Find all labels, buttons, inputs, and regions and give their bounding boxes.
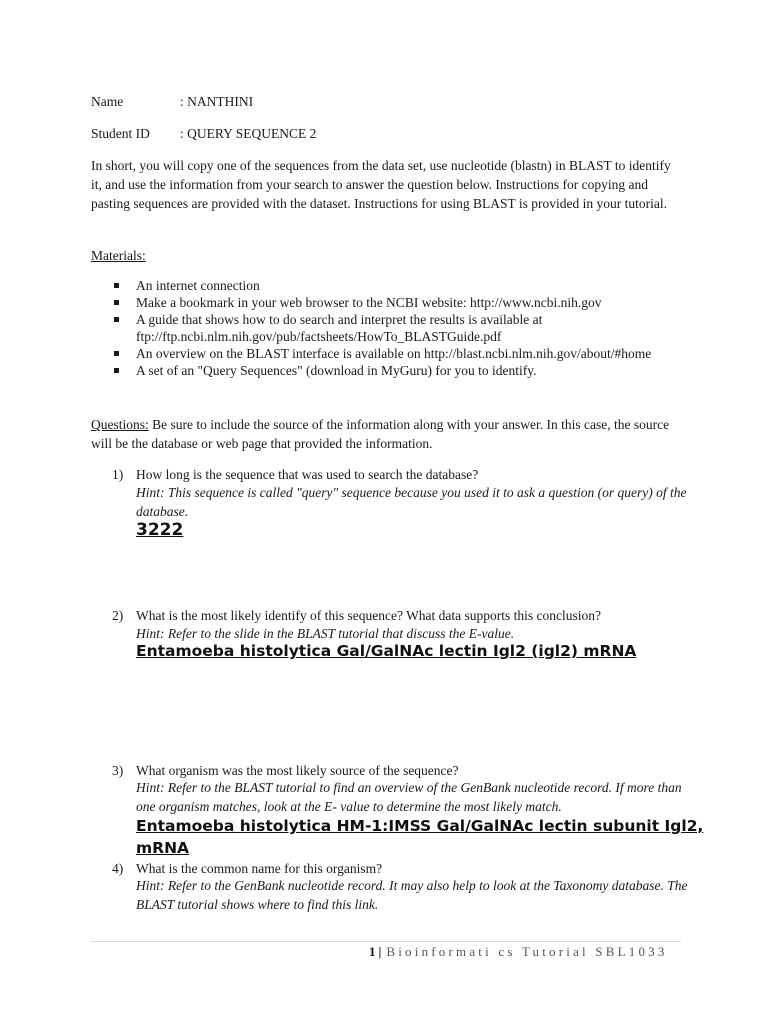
materials-item-text: An overview on the BLAST interface is available on http://blast.ncbi.nlm.nih.gov/about/#home <box>136 346 652 361</box>
materials-item-text: A guide that shows how to do search and interpret the results is available at ftp://ftp.ncbi.nlm.nih.gov/pub/factsheets/HowTo_BLASTGuide.pdf <box>136 312 543 344</box>
question-text: What is the most likely identify of this sequence? What data supports this conclusion? <box>136 608 602 623</box>
question-3-answer-line-1: Entamoeba histolytica HM-1:IMSS Gal/GalNAc lectin subunit Igl2, <box>136 817 704 835</box>
materials-item <box>112 294 672 311</box>
student-id-value: : QUERY SEQUENCE 2 <box>180 126 317 141</box>
question-4-hint: Hint: Refer to the GenBank nucleotide record. It may also help to look at the Taxonomy database. The BLAST tutorial shows where to find this link. <box>136 878 688 912</box>
materials-item <box>112 311 672 345</box>
question-3-hint: Hint: Refer to the BLAST tutorial to find an overview of the GenBank nucleotide record. If more than one organism matches, look at the E- value to determine the most likely match. <box>136 780 682 814</box>
question-text: What is the common name for this organism? <box>136 861 383 876</box>
materials-item <box>112 345 672 362</box>
question-3-answer-line-2: mRNA <box>136 839 190 857</box>
questions-intro-text: Be sure to include the source of the information along with your answer. In this case, the source will be the database or web page that provided the information. <box>91 417 670 451</box>
question-text: What organism was the most likely source of the sequence? <box>136 763 459 778</box>
question-1-answer: 3222 <box>136 520 184 540</box>
questions-intro <box>91 415 681 453</box>
question-number: 2) <box>112 608 124 623</box>
intro-paragraph: In short, you will copy one of the sequences from the data set, use nucleotide (blastn) in BLAST to identify it, and use the information from your search to answer the question below. Instructions for copying and pasting sequences are provided with the dataset. Instructions for using BLAST is provided in your tutorial. <box>91 158 671 211</box>
footer-divider <box>91 941 681 942</box>
materials-item-text: Make a bookmark in your web browser to the NCBI website: http://www.ncbi.nih.gov <box>136 295 602 310</box>
page-footer <box>369 944 668 960</box>
footer-separator: | <box>378 944 382 959</box>
footer-title: Bioinformati cs Tutorial SBL1033 <box>386 944 668 959</box>
question-number: 3) <box>112 763 124 778</box>
materials-item <box>112 277 672 294</box>
question-number: 1) <box>112 467 124 482</box>
question-2-answer: Entamoeba histolytica Gal/GalNAc lectin Igl2 (igl2) mRNA <box>136 642 637 660</box>
questions-heading: Questions: <box>91 417 149 432</box>
question-number: 4) <box>112 861 124 876</box>
materials-item-text: An internet connection <box>136 278 260 293</box>
page-number: 1 <box>369 944 376 959</box>
name-label: Name <box>91 94 124 109</box>
materials-item-text: A set of an "Query Sequences" (download in MyGuru) for you to identify. <box>136 363 537 378</box>
name-value: : NANTHINI <box>180 94 254 109</box>
materials-item <box>112 362 672 379</box>
question-1-hint: Hint: This sequence is called "query" sequence because you used it to ask a question (or query) of the database. <box>136 485 687 519</box>
materials-heading: Materials: <box>91 248 146 263</box>
question-text: How long is the sequence that was used to search the database? <box>136 467 479 482</box>
student-id-label: Student ID <box>91 126 150 141</box>
question-2-hint: Hint: Refer to the slide in the BLAST tutorial that discuss the E-value. <box>136 626 515 641</box>
materials-list <box>112 277 672 379</box>
